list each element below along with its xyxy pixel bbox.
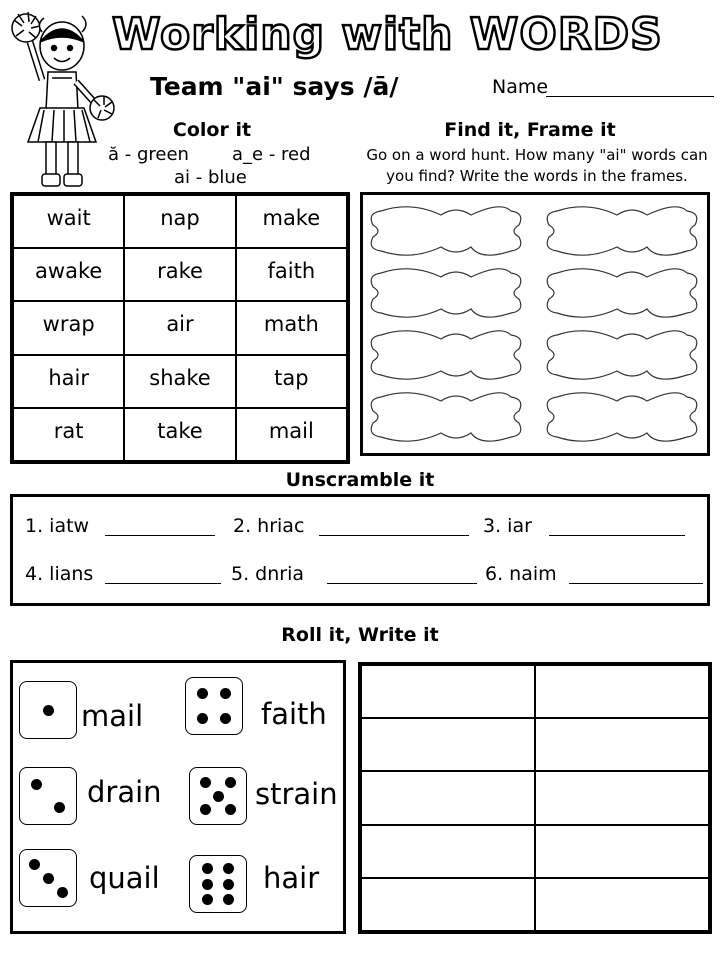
find-it-instructions-2: you find? Write the words in the frames.: [386, 167, 688, 185]
grid-word[interactable]: air: [124, 301, 235, 354]
answer-line-3[interactable]: [549, 535, 685, 536]
write-cell[interactable]: [361, 718, 535, 771]
answer-line-5[interactable]: [327, 583, 477, 584]
grid-word[interactable]: tap: [236, 355, 347, 408]
unscramble-item-6: 6. naim: [485, 563, 557, 585]
frames-box: [360, 192, 710, 456]
grid-word[interactable]: hair: [13, 355, 124, 408]
answer-line-4[interactable]: [105, 583, 221, 584]
answer-line-6[interactable]: [569, 583, 703, 584]
die-pip: [223, 879, 234, 890]
die-4: [185, 677, 243, 735]
write-cell[interactable]: [361, 771, 535, 824]
page-subtitle: Team "ai" says /ā/: [150, 72, 399, 101]
roll-it-heading: Roll it, Write it: [281, 624, 439, 646]
grid-word[interactable]: rat: [13, 408, 124, 461]
grid-word[interactable]: rake: [124, 248, 235, 301]
die-pip: [200, 777, 211, 788]
die-pip: [223, 863, 234, 874]
write-cell[interactable]: [535, 771, 709, 824]
roll-word-4: faith: [261, 697, 327, 731]
write-cell[interactable]: [361, 665, 535, 718]
roll-box: [10, 660, 346, 934]
find-it-instructions-1: Go on a word hunt. How many "ai" words can: [366, 146, 708, 164]
word-frames: [363, 195, 707, 453]
die-pip: [202, 894, 213, 905]
grid-word[interactable]: make: [236, 195, 347, 248]
write-table: [358, 662, 712, 934]
grid-word[interactable]: wrap: [13, 301, 124, 354]
word-frame[interactable]: [547, 269, 697, 317]
die-pip: [43, 873, 54, 884]
grid-word[interactable]: take: [124, 408, 235, 461]
legend-short-a: ă - green: [108, 144, 189, 165]
answer-line-2[interactable]: [319, 535, 469, 536]
grid-word[interactable]: faith: [236, 248, 347, 301]
roll-word-6: hair: [263, 861, 320, 895]
find-it-heading: Find it, Frame it: [444, 119, 616, 141]
legend-ai: ai - blue: [174, 167, 247, 188]
write-cell[interactable]: [361, 825, 535, 878]
die-pip: [43, 705, 54, 716]
unscramble-item-2: 2. hriac: [233, 515, 305, 537]
color-word-grid: [10, 192, 350, 464]
word-frame[interactable]: [371, 207, 521, 255]
legend-a-e: a_e - red: [232, 144, 311, 165]
word-frame[interactable]: [547, 393, 697, 441]
word-frame[interactable]: [547, 207, 697, 255]
die-pip: [225, 777, 236, 788]
die-2: [19, 767, 77, 825]
name-label: Name: [492, 76, 549, 98]
word-frame[interactable]: [547, 331, 697, 379]
die-5: [189, 767, 247, 825]
die-pip: [223, 894, 234, 905]
grid-word[interactable]: math: [236, 301, 347, 354]
die-1: [19, 681, 77, 739]
unscramble-box: [10, 494, 710, 606]
die-pip: [29, 859, 40, 870]
write-cell[interactable]: [535, 878, 709, 931]
unscramble-item-3: 3. iar: [483, 515, 532, 537]
word-frame[interactable]: [371, 393, 521, 441]
die-pip: [197, 688, 208, 699]
grid-word[interactable]: awake: [13, 248, 124, 301]
write-cell[interactable]: [361, 878, 535, 931]
die-pip: [54, 802, 65, 813]
die-pip: [197, 713, 208, 724]
die-pip: [213, 791, 224, 802]
roll-word-3: quail: [89, 861, 160, 895]
die-pip: [200, 804, 211, 815]
die-6: [189, 855, 247, 913]
grid-word[interactable]: nap: [124, 195, 235, 248]
die-pip: [202, 879, 213, 890]
write-cell[interactable]: [535, 718, 709, 771]
die-pip: [225, 804, 236, 815]
color-it-heading: Color it: [172, 119, 252, 141]
grid-word[interactable]: shake: [124, 355, 235, 408]
die-pip: [202, 863, 213, 874]
page-title: Working with WORDS: [112, 9, 663, 60]
write-cell[interactable]: [535, 825, 709, 878]
die-pip: [220, 713, 231, 724]
roll-word-2: drain: [87, 775, 162, 809]
roll-word-5: strain: [255, 777, 338, 811]
die-pip: [220, 688, 231, 699]
word-frame[interactable]: [371, 269, 521, 317]
unscramble-item-5: 5. dnria: [231, 563, 305, 585]
die-pip: [31, 779, 42, 790]
name-write-line[interactable]: [546, 96, 714, 97]
die-pip: [57, 887, 68, 898]
word-frame[interactable]: [371, 331, 521, 379]
unscramble-item-4: 4. lians: [25, 563, 94, 585]
cheerleader-girl-illustration: [4, 2, 116, 192]
unscramble-item-1: 1. iatw: [25, 515, 90, 537]
roll-word-1: mail: [81, 699, 144, 733]
answer-line-1[interactable]: [105, 535, 215, 536]
grid-word[interactable]: mail: [236, 408, 347, 461]
die-3: [19, 849, 77, 907]
unscramble-heading: Unscramble it: [285, 469, 435, 491]
write-cell[interactable]: [535, 665, 709, 718]
grid-word[interactable]: wait: [13, 195, 124, 248]
